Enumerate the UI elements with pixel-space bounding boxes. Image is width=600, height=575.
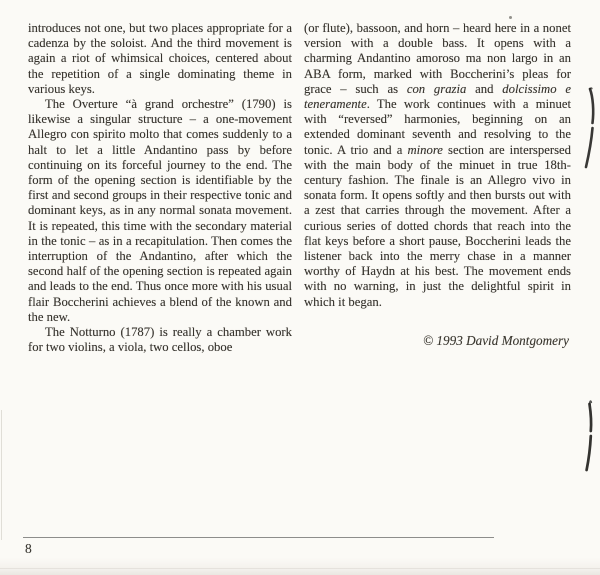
right-column-paragraphs bbox=[304, 21, 571, 310]
binding-staple-top-icon bbox=[582, 87, 598, 171]
scan-speck bbox=[509, 16, 512, 19]
text-run: introduces not one, but two places appropriate for a cadenza by the soloist. And the third movement is again a riot of whimsical choices, centered about the repetition of a single dominating theme in various keys. bbox=[28, 21, 292, 96]
text-run: The Notturno (1787) is really a chamber work for two violins, a viola, two cellos, oboe bbox=[28, 325, 292, 355]
right-text-column bbox=[304, 21, 571, 348]
left-text-column bbox=[28, 21, 292, 355]
italic-text-run: con grazia bbox=[406, 81, 467, 96]
scan-edge-bottom bbox=[0, 568, 600, 569]
text-run: section are interspersed with the main body of the minuet in true 18th-century fashion. The finale is an Allegro vivo in sonata form. It opens softly and then bursts out with a zest that carries through the movement. After a curious series of dotted chords that reach into the flat keys before a short pause, Boccherini leads the listener back into the merry chase in a manner worthy of Haydn at his best. The movement ends with no warning, in just the delightful spirit in which it began. bbox=[304, 142, 571, 309]
text-run: . The work continues with a minuet with “reversed” harmonies, beginning on an extended dominant seventh and resolving to the tonic. A trio and a bbox=[304, 97, 571, 157]
text-run: The Overture “à grand orchestre” (1790) is likewise a singular structure – a one-movement Allegro con spirito molto that comes suddenly to a halt to let a little Andantino pass by before continuing on its forceful journey to the end. The form of the opening section is identifiable by the first and second groups in their respective tonic and dominant keys, as in any normal sonata movement. It is repeated, this time with the secondary material in the tonic – as in a recapitulation. Then comes the interruption of the Andantino, after which the second half of the opening section is repeated again and leads to the end. Thus once more with his usual flair Boccherini achieves a blend of the known and the new. bbox=[28, 97, 292, 324]
italic-text-run: minore bbox=[407, 142, 443, 157]
paragraph bbox=[28, 21, 292, 97]
paragraph bbox=[28, 325, 292, 355]
paragraph bbox=[28, 97, 292, 325]
page-number: 8 bbox=[25, 541, 32, 556]
footer-rule bbox=[23, 537, 494, 538]
scan-edge-left bbox=[1, 410, 2, 540]
paragraph bbox=[304, 21, 571, 310]
italic-text-run: dolcissimo e teneramente bbox=[304, 81, 571, 112]
text-run: (or flute), bassoon, and horn – heard here in a nonet version with a double bass. It opens with a charming Andantino amoroso ma non largo in an ABA form, marked with Boccherini’s pleas for grace – such as bbox=[304, 21, 571, 96]
binding-staple-bottom-icon bbox=[580, 398, 596, 476]
copyright-line: © 1993 David Montgomery bbox=[423, 332, 569, 348]
text-run: and bbox=[466, 81, 503, 96]
